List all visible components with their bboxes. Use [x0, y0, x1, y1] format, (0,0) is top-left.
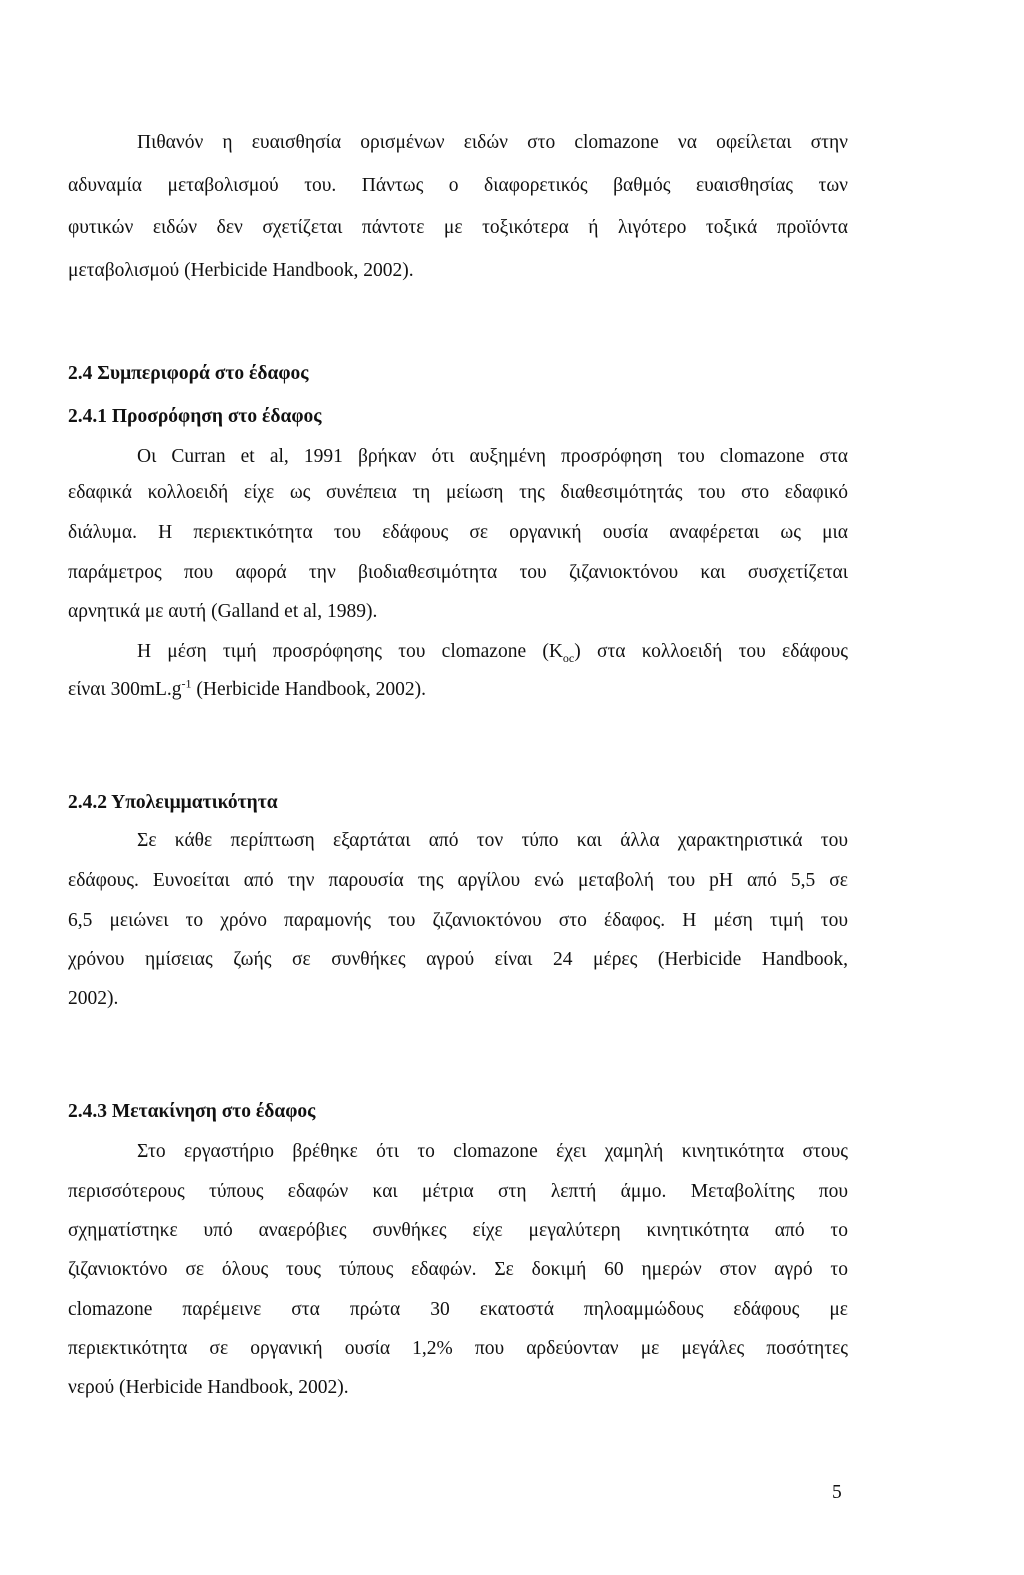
subscript: oc: [562, 650, 575, 665]
paragraph-line: φυτικών ειδών δεν σχετίζεται πάντοτε με τοξικότερα ή λιγότερο τοξικά προϊόντα: [68, 217, 848, 238]
text-fragment: ) στα κολλοειδή του εδάφους: [574, 641, 848, 662]
paragraph-line: εδάφους. Ευνοείται από την παρουσία της αργίλου ενώ μεταβολή του pH από 5,5 σε: [68, 870, 848, 891]
paragraph-line: clomazone παρέμεινε στα πρώτα 30 εκατοστά πηλοαμμώδους εδάφους με: [68, 1299, 848, 1320]
paragraph-line: 2002).: [68, 988, 119, 1009]
paragraph-line: 6,5 μειώνει το χρόνο παραμονής του ζιζανιοκτόνου στο έδαφος. Η μέση τιμή του: [68, 910, 848, 931]
paragraph-line: αδυναμία μεταβολισμού του. Πάντως ο διαφορετικός βαθμός ευαισθησίας των: [68, 175, 848, 196]
section-heading-2-4-2: 2.4.2 Υπολειμματικότητα: [68, 792, 278, 813]
paragraph-line: νερού (Herbicide Handbook, 2002).: [68, 1377, 349, 1398]
paragraph-line: Πιθανόν η ευαισθησία ορισμένων ειδών στο clomazone να οφείλεται στην: [137, 132, 848, 153]
section-heading-2-4: 2.4 Συμπεριφορά στο έδαφος: [68, 363, 309, 384]
text-fragment: Η μέση τιμή προσρόφησης του clomazone (K: [137, 641, 563, 662]
paragraph-line: περιεκτικότητα σε οργανική ουσία 1,2% που αρδεύονταν με μεγάλες ποσότητες: [68, 1338, 848, 1359]
paragraph-line: ζιζανιοκτόνο σε όλους τους τύπους εδαφών. Σε δοκιμή 60 ημερών στον αγρό το: [68, 1259, 848, 1280]
paragraph-line: εδαφικά κολλοειδή είχε ως συνέπεια τη μείωση της διαθεσιμότητάς του στο εδαφικό: [68, 482, 848, 503]
paragraph-line: Οι Curran et al, 1991 βρήκαν ότι αυξημένη προσρόφηση του clomazone στα: [137, 446, 848, 467]
paragraph-line: αρνητικά με αυτή (Galland et al, 1989).: [68, 601, 378, 622]
section-heading-2-4-1: 2.4.1 Προσρόφηση στο έδαφος: [68, 406, 322, 427]
paragraph-line: διάλυμα. Η περιεκτικότητα του εδάφους σε οργανική ουσία αναφέρεται ως μια: [68, 522, 848, 543]
paragraph-line: παράμετρος που αφορά την βιοδιαθεσιμότητα του ζιζανιοκτόνου και συσχετίζεται: [68, 562, 848, 583]
paragraph-line: Σε κάθε περίπτωση εξαρτάται από τον τύπο και άλλα χαρακτηριστικά του: [137, 830, 848, 851]
text-fragment: είναι 300mL.g: [68, 679, 182, 700]
section-heading-2-4-3: 2.4.3 Μετακίνηση στο έδαφος: [68, 1101, 316, 1122]
paragraph-line: [137, 640, 848, 664]
superscript: -1: [181, 676, 192, 691]
paragraph-line: περισσότερους τύπους εδαφών και μέτρια στη λεπτή άμμο. Μεταβολίτης που: [68, 1181, 848, 1202]
text-fragment: (Herbicide Handbook, 2002).: [191, 679, 427, 700]
paragraph-line: Στο εργαστήριο βρέθηκε ότι το clomazone έχει χαμηλή κινητικότητα στους: [137, 1141, 848, 1162]
page-number: 5: [832, 1482, 842, 1503]
paragraph-line: μεταβολισμού (Herbicide Handbook, 2002).: [68, 260, 414, 281]
paragraph-line: [68, 678, 848, 702]
paragraph-line: χρόνου ημίσειας ζωής σε συνθήκες αγρού είναι 24 μέρες (Herbicide Handbook,: [68, 949, 848, 970]
paragraph-line: σχηματίστηκε υπό αναερόβιες συνθήκες είχε μεγαλύτερη κινητικότητα από το: [68, 1220, 848, 1241]
